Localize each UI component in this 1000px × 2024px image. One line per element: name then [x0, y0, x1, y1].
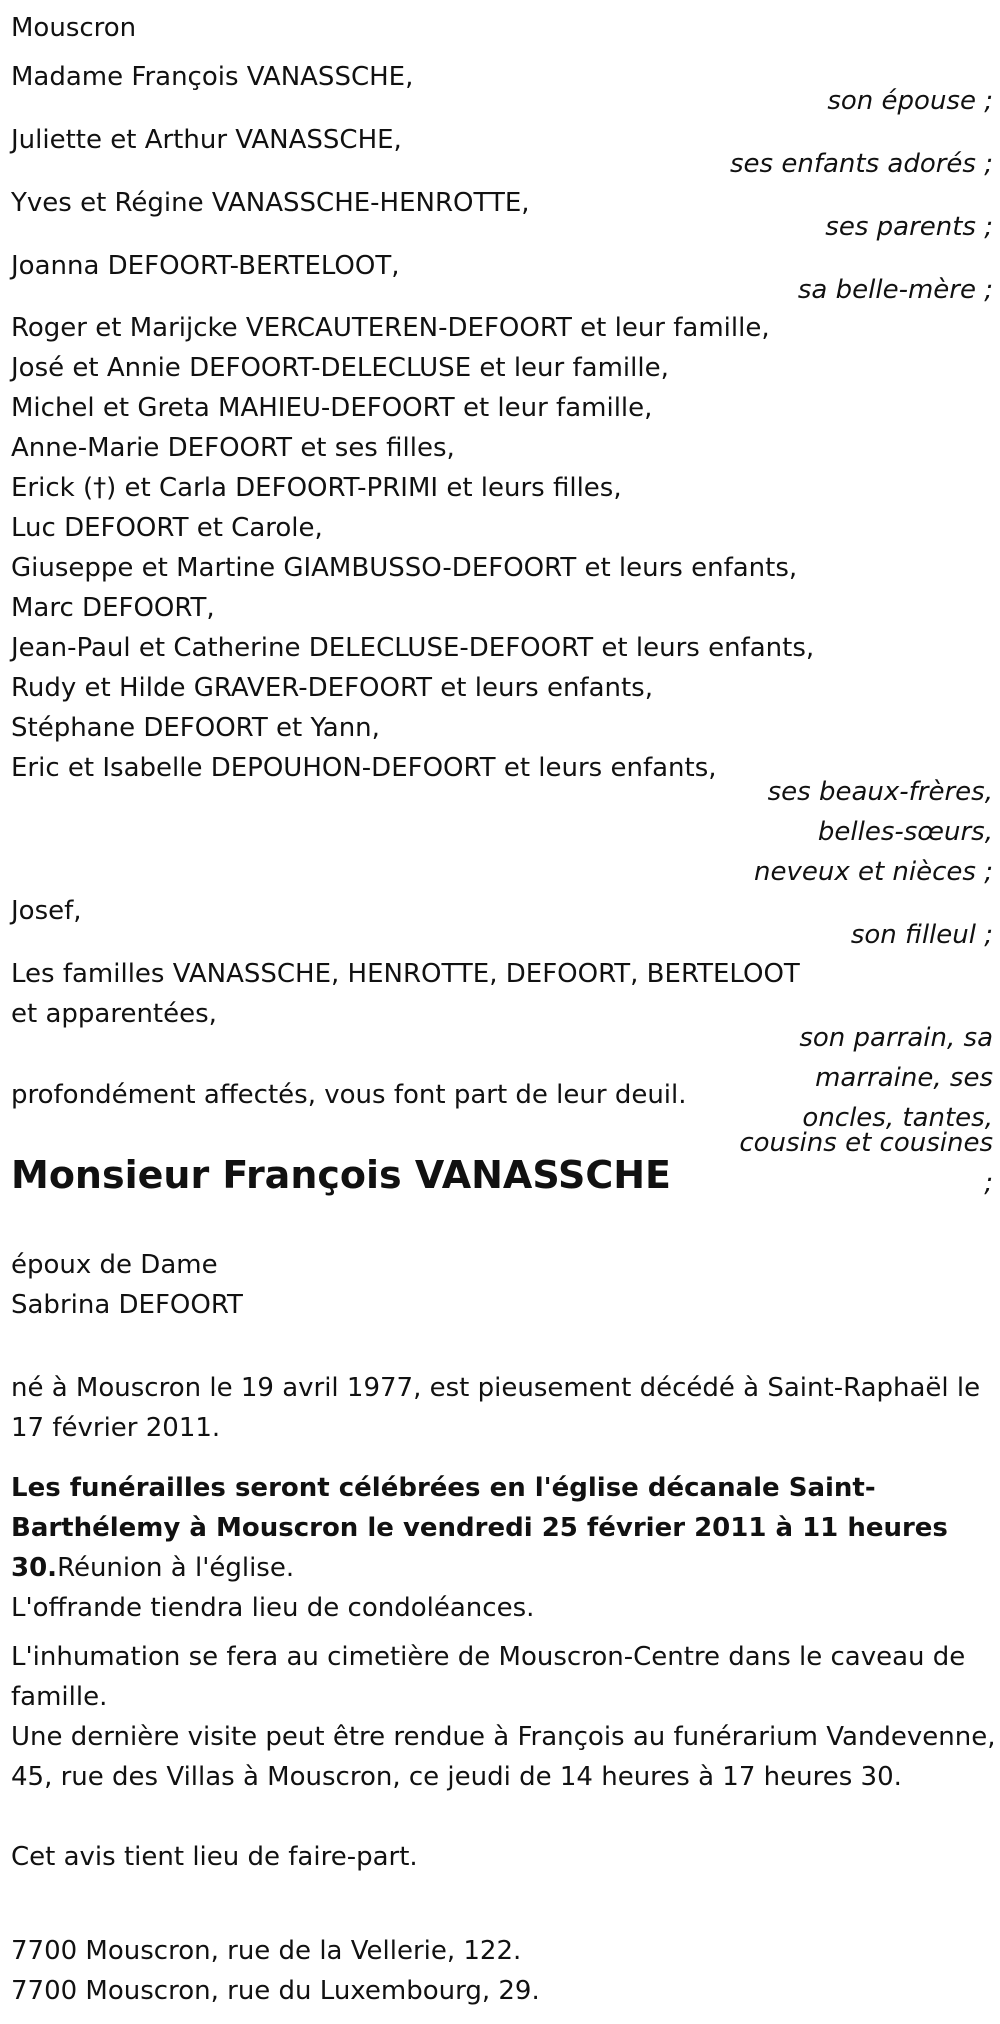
family-line-spouse: Madame François VANASSCHE, [11, 62, 414, 92]
birth-death: né à Mouscron le 19 avril 1977, est pieusement décédé à Saint-Raphaël le 17 février 2011. [11, 1373, 981, 1443]
in-law-line: Eric et Isabelle DEPOUHON-DEFOORT et leurs enfants, [11, 753, 717, 783]
relation-children: ses enfants adorés ; [730, 149, 993, 179]
relation-parents: ses parents ; [825, 212, 993, 242]
in-law-line: José et Annie DEFOORT-DELECLUSE et leur famille, [11, 353, 669, 383]
relation-families: marraine, ses [815, 1063, 993, 1093]
funeral-info [11, 1468, 996, 1588]
in-law-line: Erick (†) et Carla DEFOORT-PRIMI et leurs filles, [11, 473, 622, 503]
relation-spouse: son épouse ; [827, 86, 993, 116]
funeral-bold: Les funérailles seront célébrées en l'église décanale Saint-Barthélemy à Mouscron le vendredi 25 février 2011 à 11 heures 30. [11, 1473, 948, 1583]
address: 7700 Mouscron, rue de la Vellerie, 122. [11, 1936, 522, 1966]
in-law-line: Jean-Paul et Catherine DELECLUSE-DEFOORT et leurs enfants, [11, 633, 815, 663]
in-law-line: Stéphane DEFOORT et Yann, [11, 713, 380, 743]
relation-families: son parrain, sa [799, 1023, 993, 1053]
godson-line: Josef, [11, 896, 82, 926]
family-line-children: Juliette et Arthur VANASSCHE, [11, 125, 402, 155]
address: 7700 Mouscron, rue du Luxembourg, 29. [11, 1976, 540, 2006]
in-law-line: Marc DEFOORT, [11, 593, 215, 623]
in-law-line: Roger et Marijcke VERCAUTEREN-DEFOORT et leur famille, [11, 313, 770, 343]
in-law-line: Luc DEFOORT et Carole, [11, 513, 323, 543]
funeral-rest: Réunion à l'église. [57, 1553, 295, 1583]
family-line-parents: Yves et Régine VANASSCHE-HENROTTE, [11, 188, 530, 218]
families-line: Les familles VANASSCHE, HENROTTE, DEFOORT, BERTELOOT [11, 959, 800, 989]
in-law-line: Rudy et Hilde GRAVER-DEFOORT et leurs enfants, [11, 673, 653, 703]
relation-godson: son filleul ; [850, 920, 993, 950]
in-law-line: Giuseppe et Martine GIAMBUSSO-DEFOORT et leurs enfants, [11, 553, 798, 583]
spouse-line: époux de Dame [11, 1250, 218, 1280]
in-law-line: Anne-Marie DEFOORT et ses filles, [11, 433, 455, 463]
relation-in-laws: ses beaux-frères, [767, 777, 993, 807]
relation-families: ; [984, 1168, 993, 1198]
spouse-line: Sabrina DEFOORT [11, 1290, 243, 1320]
deceased-name: Monsieur François VANASSCHE [11, 1153, 672, 1197]
visit: Une dernière visite peut être rendue à François au funérarium Vandevenne, 45, rue des Villas à Mouscron, ce jeudi de 14 heures à 17 heures 30. [11, 1722, 996, 1792]
relation-in-laws: belles-sœurs, [817, 817, 993, 847]
relation-mother-in-law: sa belle-mère ; [797, 275, 993, 305]
family-line-mother-in-law: Joanna DEFOORT-BERTELOOT, [11, 251, 400, 281]
relation-in-laws: neveux et nièces ; [753, 857, 993, 887]
relation-families: cousins et cousines [739, 1128, 993, 1158]
in-law-line: Michel et Greta MAHIEU-DEFOORT et leur famille, [11, 393, 653, 423]
families-line: et apparentées, [11, 999, 217, 1029]
notice: Cet avis tient lieu de faire-part. [11, 1842, 418, 1872]
location: Mouscron [11, 13, 137, 43]
burial: L'inhumation se fera au cimetière de Mouscron-Centre dans le caveau de famille. [11, 1642, 966, 1712]
offering: L'offrande tiendra lieu de condoléances. [11, 1593, 535, 1623]
announcement: profondément affectés, vous font part de leur deuil. [11, 1080, 687, 1110]
relation-families: oncles, tantes, [802, 1103, 993, 1133]
